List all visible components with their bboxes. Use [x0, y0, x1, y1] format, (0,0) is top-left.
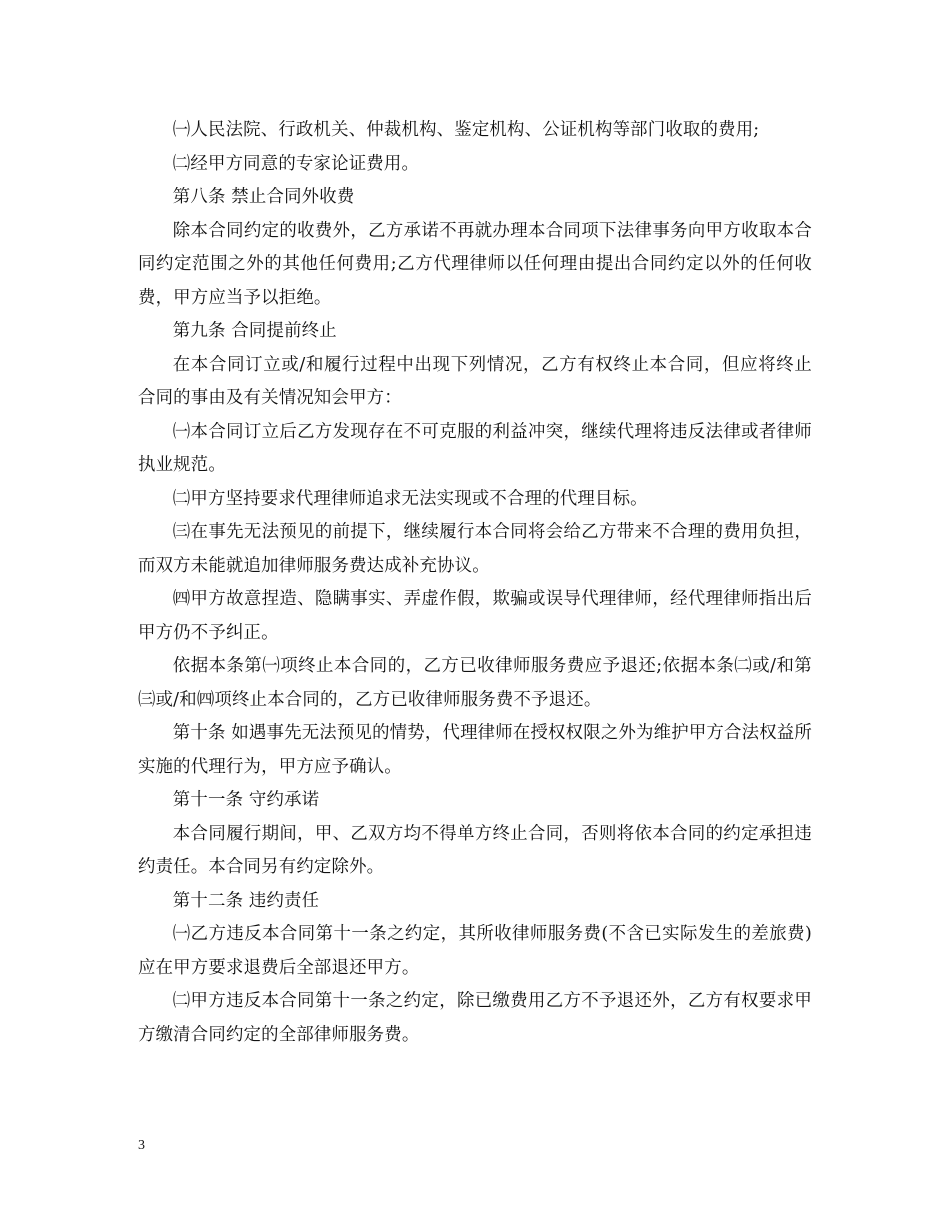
paragraph-article-9-intro: 在本合同订立或/和履行过程中出现下列情况，乙方有权终止本合同，但应将终止合同的事由及有关情况知会甲方： — [138, 354, 812, 408]
paragraph-article-9-item-2: ㈡甲方坚持要求代理律师追求无法实现或不合理的代理目标。 — [172, 488, 648, 509]
paragraph-fee-item-2: ㈡经甲方同意的专家论证费用。 — [172, 153, 420, 174]
paragraph-article-9-item-4: ㈣甲方故意捏造、隐瞒事实、弄虚作假，欺骗或误导代理律师，经代理律师指出后甲方仍不予纠正。 — [138, 589, 812, 643]
paragraph-article-9-item-1: ㈠本合同订立后乙方发现存在不可克服的利益冲突，继续代理将违反法律或者律师执业规范。 — [138, 421, 812, 475]
paragraph-fee-item-1: ㈠人民法院、行政机关、仲裁机构、鉴定机构、公证机构等部门收取的费用; — [172, 120, 760, 140]
paragraph-article-12-item-1: ㈠乙方违反本合同第十一条之约定，其所收律师服务费(不含已实际发生的差旅费)应在甲方要求退费后全部退还甲方。 — [138, 924, 812, 978]
heading-article-9: 第九条 合同提前终止 — [172, 321, 337, 341]
paragraph-article-9-item-3: ㈢在事先无法预见的前提下，继续履行本合同将会给乙方带来不合理的费用负担，而双方未能就追加律师服务费达成补充协议。 — [138, 522, 812, 576]
heading-article-12: 第十二条 违约责任 — [172, 890, 320, 911]
heading-article-8: 第八条 禁止合同外收费 — [172, 187, 355, 207]
paragraph-article-9-refund: 依据本条第㈠项终止本合同的，乙方已收律师服务费应予退还;依据本条㈡或/和第㈢或/和㈣项终止本合同的，乙方已收律师服务费不予退还。 — [138, 656, 812, 710]
page-number: 3 — [138, 1138, 145, 1153]
paragraph-article-11-body: 本合同履行期间，甲、乙双方均不得单方终止合同，否则将依本合同的约定承担违约责任。本合同另有约定除外。 — [138, 823, 812, 877]
paragraph-article-8-body: 除本合同约定的收费外，乙方承诺不再就办理本合同项下法律事务向甲方收取本合同约定范围之外的其他任何费用;乙方代理律师以任何理由提出合同约定以外的任何收费，甲方应当予以拒绝。 — [138, 220, 812, 308]
paragraph-article-10: 第十条 如遇事先无法预见的情势，代理律师在授权权限之外为维护甲方合法权益所实施的代理行为，甲方应予确认。 — [138, 723, 812, 777]
paragraph-article-12-item-2: ㈡甲方违反本合同第十一条之约定，除已缴费用乙方不予退还外，乙方有权要求甲方缴清合同约定的全部律师服务费。 — [138, 991, 812, 1045]
heading-article-11: 第十一条 守约承诺 — [172, 790, 320, 810]
document-body — [138, 114, 812, 1052]
